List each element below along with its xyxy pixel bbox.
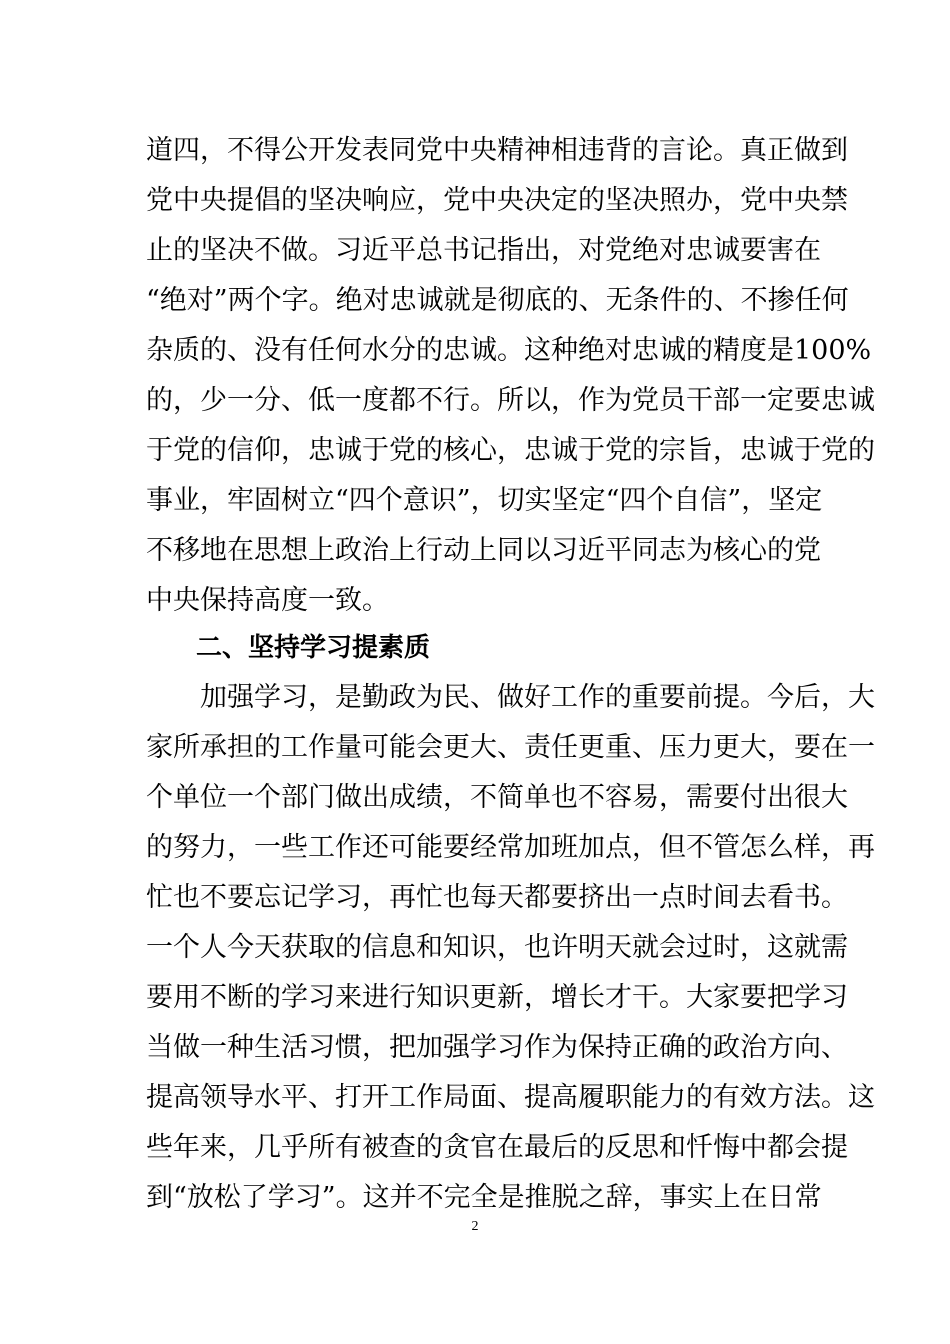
text-line: 当做一种生活习惯，把加强学习作为保持正确的政治方向、	[146, 1032, 848, 1063]
text-line: 事业，牢固树立“四个意识”，切实坚定“四个自信”，坚定	[146, 485, 823, 516]
text-line: 中央保持高度一致。	[146, 585, 389, 616]
text-line: 道四，不得公开发表同党中央精神相违背的言论。真正做到	[146, 135, 848, 166]
text-line: 杂质的、没有任何水分的忠诚。这种绝对忠诚的精度是100%	[146, 335, 872, 366]
text-line: 个单位一个部门做出成绩，不简单也不容易，需要付出很大	[146, 782, 848, 813]
text-line: 党中央提倡的坚决响应，党中央决定的坚决照办，党中央禁	[146, 185, 848, 216]
page-number: 2	[471, 1219, 479, 1234]
text-line: 一个人今天获取的信息和知识，也许明天就会过时，这就需	[146, 932, 848, 963]
text-line: 些年来，几乎所有被查的贪官在最后的反思和忏悔中都会提	[146, 1132, 848, 1163]
text-line: 的努力，一些工作还可能要经常加班加点，但不管怎么样，再	[146, 832, 875, 863]
text-line: 止的坚决不做。习近平总书记指出，对党绝对忠诚要害在	[146, 235, 821, 266]
text-line: 加强学习，是勤政为民、做好工作的重要前提。今后，大	[200, 682, 875, 713]
text-line: 于党的信仰，忠诚于党的核心，忠诚于党的宗旨，忠诚于党的	[146, 435, 875, 466]
text-line: 要用不断的学习来进行知识更新，增长才干。大家要把学习	[146, 982, 848, 1013]
text-line: 家所承担的工作量可能会更大、责任更重、压力更大，要在一	[146, 732, 875, 763]
text-line: “绝对”两个字。绝对忠诚就是彻底的、无条件的、不掺任何	[146, 285, 849, 316]
text-line: 到“放松了学习”。这并不完全是推脱之辞，事实上在日常	[146, 1182, 822, 1213]
text-line: 不移地在思想上政治上行动上同以习近平同志为核心的党	[146, 535, 821, 566]
section-heading: 二、坚持学习提素质	[196, 633, 431, 663]
text-line: 忙也不要忘记学习，再忙也每天都要挤出一点时间去看书。	[146, 882, 848, 913]
text-line: 提高领导水平、打开工作局面、提高履职能力的有效方法。这	[146, 1082, 875, 1113]
text-line: 的，少一分、低一度都不行。所以，作为党员干部一定要忠诚	[146, 385, 875, 416]
